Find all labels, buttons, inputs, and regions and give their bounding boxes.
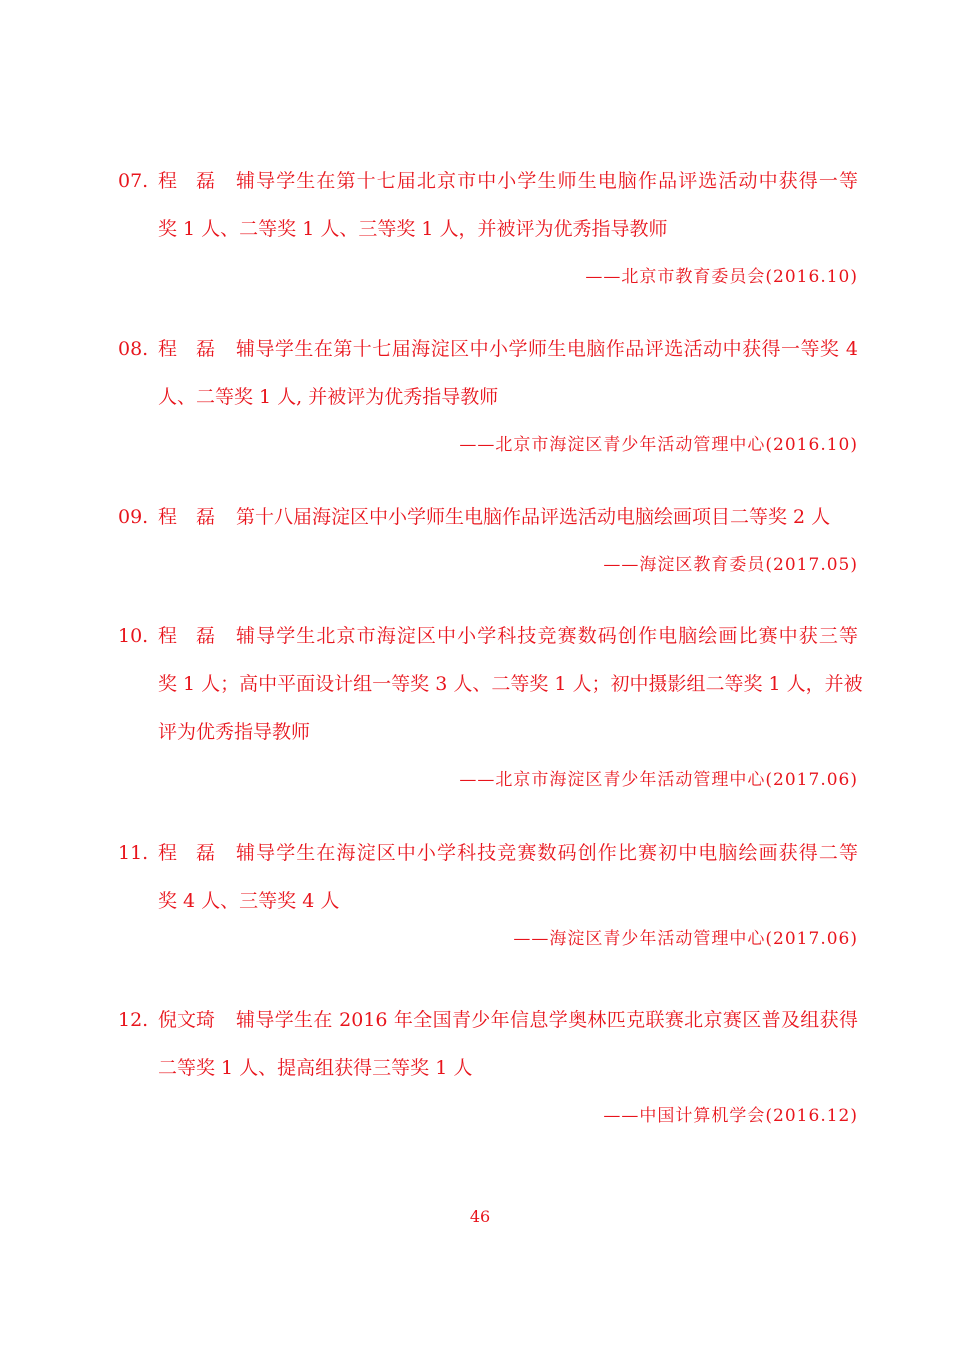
entry-first-line bbox=[118, 334, 858, 364]
entry-first-line bbox=[118, 1005, 858, 1035]
entry-text: 辅导学生在第十七届北京市中小学生师生电脑作品评选活动中获得一等 bbox=[236, 170, 858, 192]
entry-number: 11. bbox=[118, 842, 149, 864]
entry-text: 辅导学生北京市海淀区中小学科技竞赛数码创作电脑绘画比赛中获三等 bbox=[236, 625, 858, 647]
entry-number: 12. bbox=[118, 1009, 149, 1031]
teacher-name: 程 磊 bbox=[158, 506, 216, 528]
entry-continuation-line bbox=[118, 214, 858, 244]
teacher-name: 程 磊 bbox=[158, 338, 216, 360]
issuing-organization: ——海淀区教育委员(2017.05) bbox=[603, 555, 858, 575]
teacher-name: 倪文琦 bbox=[158, 1009, 216, 1031]
entry-first-line bbox=[118, 838, 858, 868]
entry-source bbox=[118, 924, 858, 954]
entry-text: 辅导学生在第十七届海淀区中小学师生电脑作品评选活动中获得一等奖 4 bbox=[236, 338, 858, 360]
issuing-organization: ——北京市海淀区青少年活动管理中心(2016.10) bbox=[459, 435, 858, 455]
entry-continuation-line bbox=[118, 717, 858, 747]
teacher-name: 程 磊 bbox=[158, 625, 216, 647]
entry-continuation-text: 人、二等奖 1 人, 并被评为优秀指导教师 bbox=[158, 386, 499, 408]
entry-continuation-text: 奖 4 人、三等奖 4 人 bbox=[158, 890, 340, 912]
entry-continuation-text: 二等奖 1 人、提高组获得三等奖 1 人 bbox=[158, 1057, 473, 1079]
entry-first-line bbox=[118, 621, 858, 651]
award-entry-09 bbox=[118, 502, 858, 580]
entry-source bbox=[118, 262, 858, 292]
award-entry-12 bbox=[118, 1005, 858, 1131]
entry-source bbox=[118, 550, 858, 580]
award-entry-11 bbox=[118, 838, 858, 954]
entry-continuation-line bbox=[118, 886, 858, 916]
entry-continuation-line bbox=[118, 669, 863, 699]
entry-source bbox=[118, 765, 858, 795]
entry-number: 09. bbox=[118, 506, 149, 528]
teacher-name: 程 磊 bbox=[158, 842, 216, 864]
entry-number: 10. bbox=[118, 625, 149, 647]
page-number: 46 bbox=[469, 1207, 491, 1226]
entry-continuation-line bbox=[118, 382, 858, 412]
teacher-name: 程 磊 bbox=[158, 170, 216, 192]
issuing-organization: ——北京市海淀区青少年活动管理中心(2017.06) bbox=[459, 770, 858, 790]
entry-continuation-text: 奖 1 人、二等奖 1 人、三等奖 1 人，并被评为优秀指导教师 bbox=[158, 218, 668, 240]
entry-number: 08. bbox=[118, 338, 149, 360]
entry-continuation-text: 奖 1 人；高中平面设计组一等奖 3 人、二等奖 1 人；初中摄影组二等奖 1 人，并被 bbox=[158, 673, 863, 695]
issuing-organization: ——中国计算机学会(2016.12) bbox=[603, 1106, 858, 1126]
entry-text: 辅导学生在海淀区中小学科技竞赛数码创作比赛初中电脑绘画获得二等 bbox=[236, 842, 858, 864]
award-entry-10 bbox=[118, 621, 863, 795]
entry-text: 辅导学生在 2016 年全国青少年信息学奥林匹克联赛北京赛区普及组获得 bbox=[236, 1009, 858, 1031]
issuing-organization: ——海淀区青少年活动管理中心(2017.06) bbox=[513, 929, 858, 949]
issuing-organization: ——北京市教育委员会(2016.10) bbox=[585, 267, 858, 287]
entry-continuation-line bbox=[118, 1053, 858, 1083]
entry-first-line bbox=[118, 502, 858, 532]
entry-text: 第十八届海淀区中小学师生电脑作品评选活动电脑绘画项目二等奖 2 人 bbox=[236, 506, 831, 528]
entry-first-line bbox=[118, 166, 858, 196]
entry-source bbox=[118, 430, 858, 460]
entry-number: 07. bbox=[118, 170, 149, 192]
entry-source bbox=[118, 1101, 858, 1131]
award-entry-07 bbox=[118, 166, 858, 292]
entry-continuation-text: 评为优秀指导教师 bbox=[158, 721, 311, 743]
award-entry-08 bbox=[118, 334, 858, 460]
